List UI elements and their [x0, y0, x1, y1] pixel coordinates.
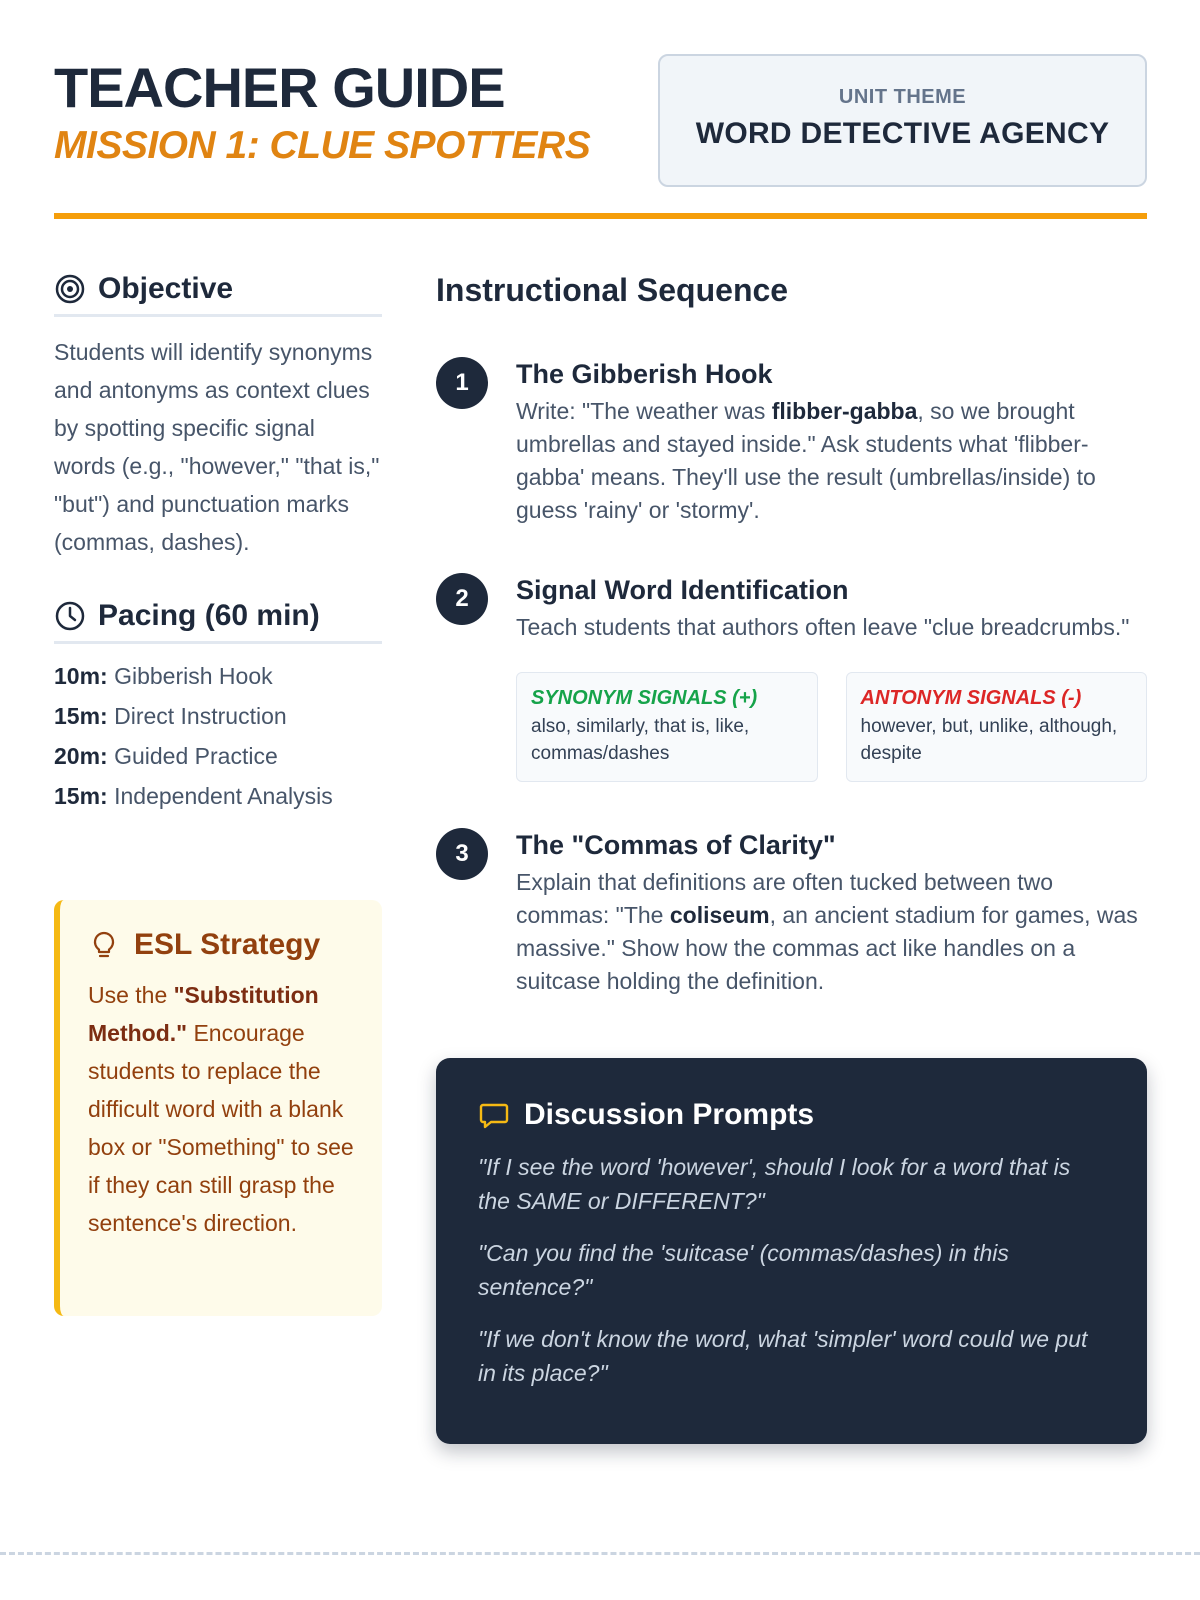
step-desc-post: , an ancient stadium for games, was massive." Show how the commas act like handles on a suitcase holding the definition.: [516, 902, 1138, 994]
step-number: 2: [436, 573, 488, 625]
pacing-row: [54, 776, 382, 816]
target-icon: [54, 273, 86, 305]
pacing-time: 10m:: [54, 663, 108, 689]
clock-icon: [54, 600, 86, 632]
step-number: 3: [436, 828, 488, 880]
discussion-prompt: "If we don't know the word, what 'simpler' word could we put in its place?": [478, 1326, 1088, 1386]
header: [54, 54, 1147, 220]
pacing-title: Pacing (60 min): [98, 599, 320, 632]
step-desc-post: , so we brought umbrellas and stayed inside." Ask students what 'flibber-gabba' means. They'll use the result (umbrellas/inside) to guess 'rainy' or 'stormy'.: [516, 398, 1096, 523]
unit-theme-box: [658, 54, 1147, 187]
synonym-signals-words: also, similarly, that is, like, commas/dashes: [531, 716, 750, 764]
step-title: The Gibberish Hook: [516, 359, 773, 389]
step-desc-pre: Write: "The weather was: [516, 398, 772, 424]
esl-text-bold: "Substitution Method.": [88, 982, 319, 1046]
pacing-heading: [54, 599, 382, 644]
signal-boxes: [516, 672, 1147, 782]
discussion-title: Discussion Prompts: [524, 1098, 815, 1131]
right-column: [436, 272, 1147, 998]
esl-heading: [88, 928, 358, 962]
pacing-row: [54, 696, 382, 736]
sequence-step-1: [436, 357, 1147, 527]
step-description: [516, 866, 1147, 998]
step-title: The "Commas of Clarity": [516, 830, 836, 860]
objective-text: Students will identify synonyms and antonyms as context clues by spotting specific signal words (e.g., "however," "that is," "but") and punctuation marks (commas, dashes).: [54, 339, 380, 555]
speech-bubble-icon: [478, 1099, 510, 1131]
objective-heading: [54, 272, 382, 317]
discussion-prompts-card: [436, 1058, 1147, 1444]
sequence-title: Instructional Sequence: [436, 272, 789, 308]
pacing-row: [54, 736, 382, 776]
pacing-label: Direct Instruction: [114, 703, 287, 729]
pacing-list: [54, 656, 382, 816]
header-divider: [54, 213, 1147, 219]
pacing-time: 15m:: [54, 703, 108, 729]
esl-text: [88, 976, 358, 1242]
step-description: [516, 395, 1147, 527]
discussion-prompt: "If I see the word 'however', should I look for a word that is the SAME or DIFFERENT?": [478, 1154, 1071, 1214]
sequence-step-3: [436, 828, 1147, 998]
antonym-signals-words: however, but, unlike, although, despite: [860, 716, 1118, 764]
discussion-heading: [478, 1098, 1105, 1132]
step-description: Teach students that authors often leave "clue breadcrumbs.": [516, 614, 1130, 640]
pacing-label: Guided Practice: [114, 743, 278, 769]
step-desc-bold: coliseum: [669, 902, 770, 928]
discussion-prompt: "Can you find the 'suitcase' (commas/dashes) in this sentence?": [478, 1240, 1009, 1300]
step-desc-bold: flibber-gabba: [771, 398, 918, 424]
antonym-signals-title: ANTONYM SIGNALS (-): [860, 687, 1082, 709]
step-desc-pre: Explain that definitions are often tucked between two commas: "The: [516, 869, 1054, 928]
unit-theme-label: UNIT THEME: [838, 86, 967, 108]
page-title: TEACHER GUIDE: [54, 56, 505, 119]
esl-title: ESL Strategy: [134, 928, 321, 961]
antonym-signals-box: [846, 672, 1148, 782]
unit-theme-value: WORD DETECTIVE AGENCY: [695, 117, 1110, 150]
page-cut-line: [0, 1552, 1200, 1555]
synonym-signals-title: SYNONYM SIGNALS (+): [531, 687, 758, 709]
pacing-row: [54, 656, 382, 696]
lightbulb-icon: [88, 929, 120, 961]
pacing-time: 20m:: [54, 743, 108, 769]
mission-subtitle: MISSION 1: CLUE SPOTTERS: [54, 124, 591, 167]
synonym-signals-box: [516, 672, 818, 782]
pacing-label: Independent Analysis: [114, 783, 333, 809]
esl-text-pre: Use the: [88, 982, 174, 1008]
step-number: 1: [436, 357, 488, 409]
step-title: Signal Word Identification: [516, 575, 849, 605]
left-column: [54, 272, 382, 816]
pacing-section: [54, 599, 382, 816]
pacing-label: Gibberish Hook: [114, 663, 273, 689]
pacing-time: 15m:: [54, 783, 108, 809]
objective-title: Objective: [98, 272, 234, 305]
sequence-step-2: [436, 573, 1147, 782]
esl-strategy-card: [54, 900, 382, 1316]
esl-text-post: Encourage students to replace the difficult word with a blank box or "Something" to see if they can still grasp the sentence's direction.: [88, 1020, 354, 1236]
